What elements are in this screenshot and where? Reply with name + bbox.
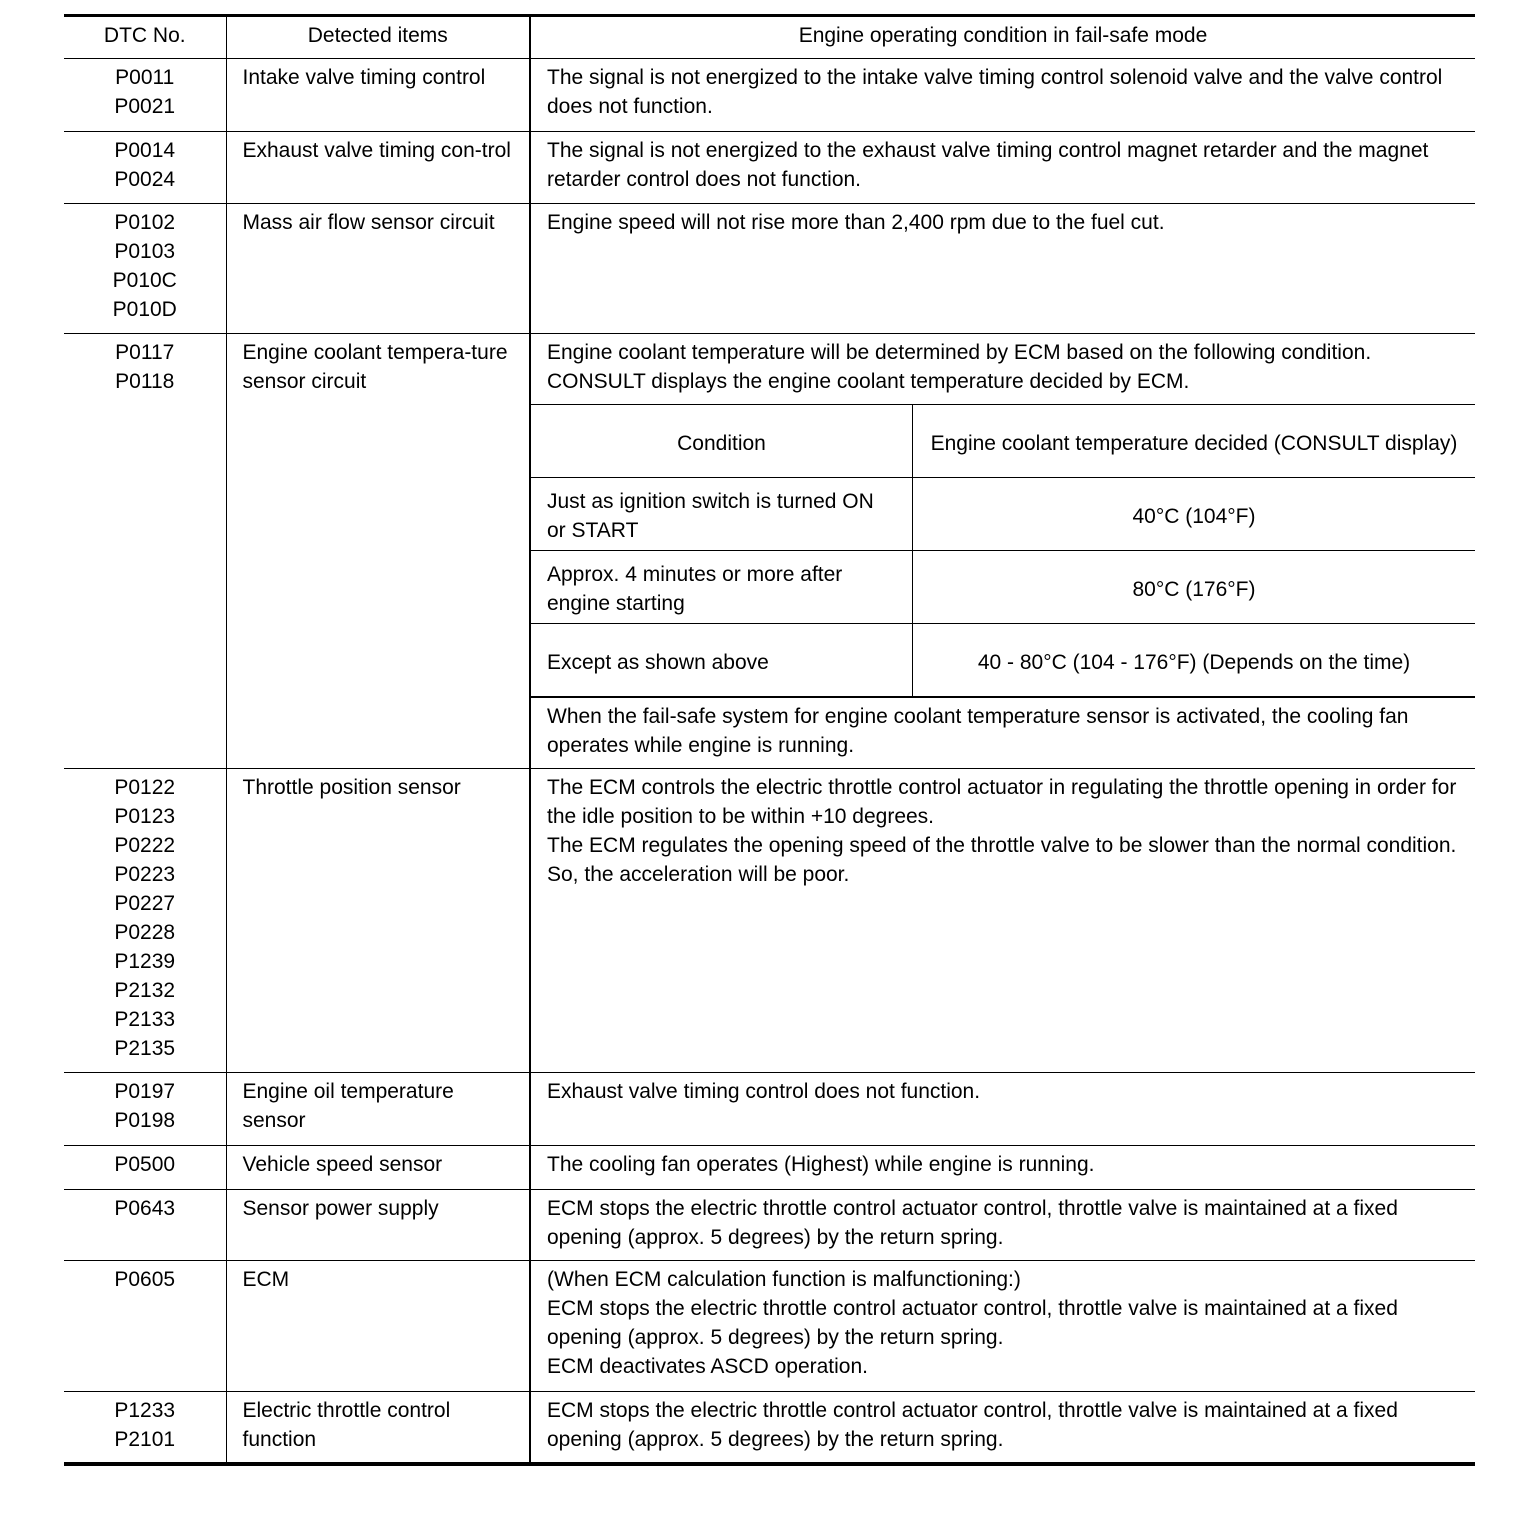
dtc-code: P0014 xyxy=(114,139,176,162)
dtc-code: P2101 xyxy=(114,1428,176,1451)
dtc-code: P010D xyxy=(112,298,177,321)
cooling-fan-note: When the fail-safe system for engine coolant temperature sensor is activated, the cooling fan operates while engine is running. xyxy=(531,697,1475,768)
table-row xyxy=(64,59,1475,132)
detected-item-cell: Electric throttle control function xyxy=(226,1392,530,1464)
coolant-temperature-subtable xyxy=(531,404,1475,697)
dtc-code: P0102 xyxy=(114,211,176,234)
condition-paragraph: Exhaust valve timing control does not function. xyxy=(547,1080,981,1103)
header-detected-items: Detected items xyxy=(226,16,530,59)
dtc-code: P0011 xyxy=(115,66,175,89)
detected-item-cell: Engine coolant tempera-ture sensor circuit xyxy=(226,334,530,769)
table-row xyxy=(64,1190,1475,1261)
dtc-code: P2133 xyxy=(114,1008,176,1031)
detected-item-cell: ECM xyxy=(226,1261,530,1392)
fail-safe-condition-cell xyxy=(530,769,1475,1073)
condition-paragraph: The signal is not energized to the intake valve timing control solenoid valve and the valve control does not function. xyxy=(547,66,1443,118)
condition-paragraph: So, the acceleration will be poor. xyxy=(547,863,850,886)
subtable-row xyxy=(531,478,1475,551)
dtc-codes-cell xyxy=(64,204,226,334)
dtc-code: P0222 xyxy=(114,834,176,857)
dtc-codes-cell xyxy=(64,1146,226,1190)
condition-paragraph: Engine coolant temperature will be determined by ECM based on the following condition. xyxy=(547,341,1372,364)
table-row xyxy=(64,1146,1475,1190)
dtc-codes-cell xyxy=(64,1392,226,1464)
subtable-temperature: 80°C (176°F) xyxy=(913,551,1476,624)
fail-safe-condition-cell xyxy=(530,1146,1475,1190)
dtc-code: P010C xyxy=(112,269,177,292)
dtc-fail-safe-table xyxy=(64,14,1475,1466)
condition-paragraph: ECM stops the electric throttle control actuator control, throttle valve is maintained at a fixed opening (approx. 5 degrees) by the return spring. xyxy=(547,1197,1398,1249)
condition-paragraph: The cooling fan operates (Highest) while engine is running. xyxy=(547,1153,1095,1176)
condition-paragraph: ECM stops the electric throttle control actuator control, throttle valve is maintained at a fixed opening (approx. 5 degrees) by the return spring. xyxy=(547,1399,1398,1451)
table-row xyxy=(64,1261,1475,1392)
condition-paragraph: The ECM regulates the opening speed of the throttle valve to be slower than the normal condition. xyxy=(547,834,1457,857)
subtable-header-condition: Condition xyxy=(531,405,913,478)
dtc-code: P0122 xyxy=(114,776,176,799)
header-fail-safe-condition: Engine operating condition in fail-safe mode xyxy=(530,16,1475,59)
table-row xyxy=(64,769,1475,1073)
subtable-condition: Except as shown above xyxy=(531,624,913,697)
condition-paragraph: The ECM controls the electric throttle control actuator in regulating the throttle opening in order for the idle position to be within +10 degrees. xyxy=(547,776,1457,828)
dtc-code: P0021 xyxy=(114,95,176,118)
fail-safe-condition-cell xyxy=(530,1073,1475,1146)
fail-safe-condition-cell xyxy=(530,132,1475,204)
condition-paragraph: ECM stops the electric throttle control actuator control, throttle valve is maintained at a fixed opening (approx. 5 degrees) by the return spring. xyxy=(547,1297,1398,1349)
dtc-code: P0228 xyxy=(114,921,176,944)
condition-paragraph: CONSULT displays the engine coolant temperature decided by ECM. xyxy=(547,370,1190,393)
detected-item-cell: Vehicle speed sensor xyxy=(226,1146,530,1190)
table-row xyxy=(64,1392,1475,1464)
dtc-code: P0123 xyxy=(114,805,176,828)
table-row xyxy=(64,1073,1475,1146)
fail-safe-condition-cell xyxy=(530,204,1475,334)
dtc-code: P0605 xyxy=(114,1268,176,1291)
dtc-code: P0024 xyxy=(114,168,176,191)
fail-safe-condition-cell xyxy=(530,1392,1475,1464)
dtc-codes-cell xyxy=(64,1190,226,1261)
dtc-codes-cell xyxy=(64,1073,226,1146)
subtable-temperature: 40 - 80°C (104 - 176°F) (Depends on the time) xyxy=(913,624,1476,697)
subtable-row xyxy=(531,624,1475,697)
detected-item-cell: Throttle position sensor xyxy=(226,769,530,1073)
table-row xyxy=(64,132,1475,204)
condition-paragraph: (When ECM calculation function is malfunctioning:) xyxy=(547,1268,1021,1291)
fail-safe-condition-cell xyxy=(530,59,1475,132)
subtable-condition: Just as ignition switch is turned ON or START xyxy=(531,478,913,551)
condition-paragraph: Engine speed will not rise more than 2,400 rpm due to the fuel cut. xyxy=(547,211,1165,234)
header-dtc-no: DTC No. xyxy=(64,16,226,59)
subtable-temperature: 40°C (104°F) xyxy=(913,478,1476,551)
table-header-row xyxy=(64,16,1475,59)
dtc-codes-cell xyxy=(64,1261,226,1392)
fail-safe-condition-cell xyxy=(530,1190,1475,1261)
subtable-condition: Approx. 4 minutes or more after engine starting xyxy=(531,551,913,624)
dtc-codes-cell xyxy=(64,769,226,1073)
table-row xyxy=(64,204,1475,334)
dtc-code: P0118 xyxy=(115,370,175,393)
detected-item-cell: Mass air flow sensor circuit xyxy=(226,204,530,334)
detected-item-cell: Sensor power supply xyxy=(226,1190,530,1261)
dtc-code: P0643 xyxy=(114,1197,176,1220)
dtc-code: P0223 xyxy=(114,863,176,886)
dtc-code: P0198 xyxy=(114,1109,176,1132)
subtable-row xyxy=(531,551,1475,624)
fail-safe-condition-cell xyxy=(530,1261,1475,1392)
detected-item-cell: Intake valve timing control xyxy=(226,59,530,132)
subtable-header-row xyxy=(531,405,1475,478)
condition-text xyxy=(531,334,1475,404)
dtc-codes-cell xyxy=(64,59,226,132)
subtable-header-temperature: Engine coolant temperature decided (CONSULT display) xyxy=(913,405,1476,478)
table-row xyxy=(64,334,1475,769)
dtc-code: P1233 xyxy=(114,1399,176,1422)
dtc-code: P0227 xyxy=(114,892,176,915)
dtc-code: P2132 xyxy=(114,979,176,1002)
dtc-code: P0197 xyxy=(114,1080,176,1103)
condition-paragraph: ECM deactivates ASCD operation. xyxy=(547,1355,868,1378)
dtc-code: P0103 xyxy=(114,240,176,263)
dtc-codes-cell xyxy=(64,334,226,769)
condition-paragraph: The signal is not energized to the exhaust valve timing control magnet retarder and the magnet retarder control does not function. xyxy=(547,139,1429,191)
fail-safe-condition-cell xyxy=(530,334,1475,769)
detected-item-cell: Exhaust valve timing con-trol xyxy=(226,132,530,204)
dtc-codes-cell xyxy=(64,132,226,204)
dtc-code: P1239 xyxy=(114,950,176,973)
dtc-code: P0117 xyxy=(115,341,175,364)
dtc-code: P0500 xyxy=(114,1153,176,1176)
dtc-code: P2135 xyxy=(114,1037,176,1060)
detected-item-cell: Engine oil temperature sensor xyxy=(226,1073,530,1146)
